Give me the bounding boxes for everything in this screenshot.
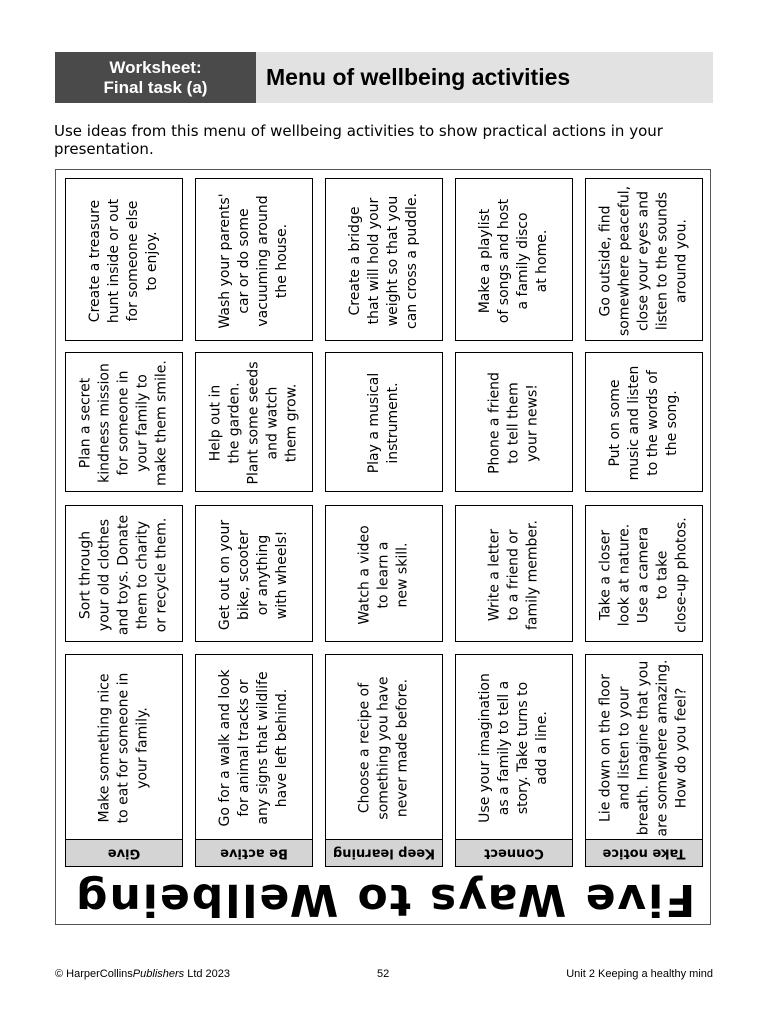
activity-card xyxy=(455,178,573,341)
category-label xyxy=(196,839,312,866)
category-label xyxy=(326,839,442,866)
category-label-text: Take notice xyxy=(602,845,686,861)
title-bar xyxy=(256,52,713,103)
activity-card xyxy=(195,654,313,867)
activity-text: Make something nice to eat for someone in your family. xyxy=(96,672,151,823)
activity-text: Plan a secret kindness mission for someone in your family to make them smile. xyxy=(77,360,170,486)
activity-card xyxy=(195,505,313,642)
category-label xyxy=(456,839,572,866)
category-label-text: Keep learning xyxy=(332,845,436,861)
activity-text: Play a musical instrument. xyxy=(366,372,401,474)
activity-card xyxy=(325,654,443,867)
category-label-text: Give xyxy=(107,845,141,861)
copyright-publishers: Publishers xyxy=(132,968,185,980)
activity-card xyxy=(65,352,183,492)
activity-text: Sort through your old clothes and toys. Donate them to charity or recycle them. xyxy=(77,514,170,635)
board-title-text: Five Ways to Wellbeing xyxy=(74,874,696,925)
activity-text: Take a closer look at nature. Use a camera to take close-up photos. xyxy=(597,516,690,633)
worksheet-tag-line2: Final task (a) xyxy=(103,77,208,97)
page-number: 52 xyxy=(377,968,390,980)
copyright-suffix: Ltd 2023 xyxy=(184,968,231,980)
activity-card xyxy=(325,178,443,341)
activity-card xyxy=(585,505,703,642)
worksheet-tag xyxy=(55,52,256,103)
activity-card xyxy=(455,505,573,642)
wellbeing-menu-board xyxy=(55,169,711,925)
intro-text: Use ideas from this menu of wellbeing activities to show practical actions in your presentation. xyxy=(54,122,663,158)
worksheet-tag-line1: Worksheet: xyxy=(109,57,202,77)
activity-card xyxy=(195,178,313,341)
activity-card xyxy=(325,505,443,642)
activity-card xyxy=(65,178,183,341)
activity-text: Go outside, find somewhere peaceful, close your eyes and listen to the sounds around you. xyxy=(597,185,690,336)
copyright-prefix: © HarperCollins xyxy=(55,968,133,980)
activity-text: Help out in the garden. Plant some seeds and watch them grow. xyxy=(207,361,300,485)
activity-text: Use your imagination as a family to tell a story. Take turns to add a line. xyxy=(477,672,550,823)
activity-text: Watch a video to learn a new skill. xyxy=(356,524,411,625)
activity-text: Get out on your bike, scooter or anything with wheels! xyxy=(217,519,290,630)
category-label-text: Be active xyxy=(220,845,288,861)
activity-text: Make a playlist of songs and host a family disco at home. xyxy=(477,198,550,323)
activity-text: Write a letter to a friend or family member. xyxy=(486,519,541,630)
page-title: Menu of wellbeing activities xyxy=(266,64,571,90)
unit-title: Unit 2 Keeping a healthy mind xyxy=(566,968,713,980)
category-label xyxy=(66,839,182,866)
activity-card xyxy=(585,178,703,341)
copyright xyxy=(55,968,230,980)
activity-text: Choose a recipe of something you have never made before. xyxy=(356,675,411,820)
activity-text: Put on some music and listen to the words of the song. xyxy=(607,365,680,481)
board-title xyxy=(57,875,713,923)
activity-text: Phone a friend to tell them your news! xyxy=(486,372,541,474)
activity-text: Wash your parents' car or do some vacuuming around the house. xyxy=(217,192,290,329)
activity-card xyxy=(325,352,443,492)
activity-card xyxy=(65,505,183,642)
category-label xyxy=(586,839,702,866)
activity-card xyxy=(455,352,573,492)
activity-text: Lie down on the floor and listen to your breath. Imagine that you are somewhere amazing. How do you feel? xyxy=(597,659,690,836)
activity-card xyxy=(455,654,573,867)
activity-card xyxy=(585,654,703,867)
activity-card xyxy=(65,654,183,867)
category-label-text: Connect xyxy=(484,845,544,861)
activity-text: Create a treasure hunt inside or out for someone else to enjoy. xyxy=(87,198,160,323)
activity-text: Create a bridge that will hold your weight so that you can cross a puddle. xyxy=(347,192,420,329)
activity-card xyxy=(585,352,703,492)
activity-card xyxy=(195,352,313,492)
activity-text: Go for a walk and look for animal tracks or any signs that wildlife have left behind. xyxy=(217,669,290,826)
